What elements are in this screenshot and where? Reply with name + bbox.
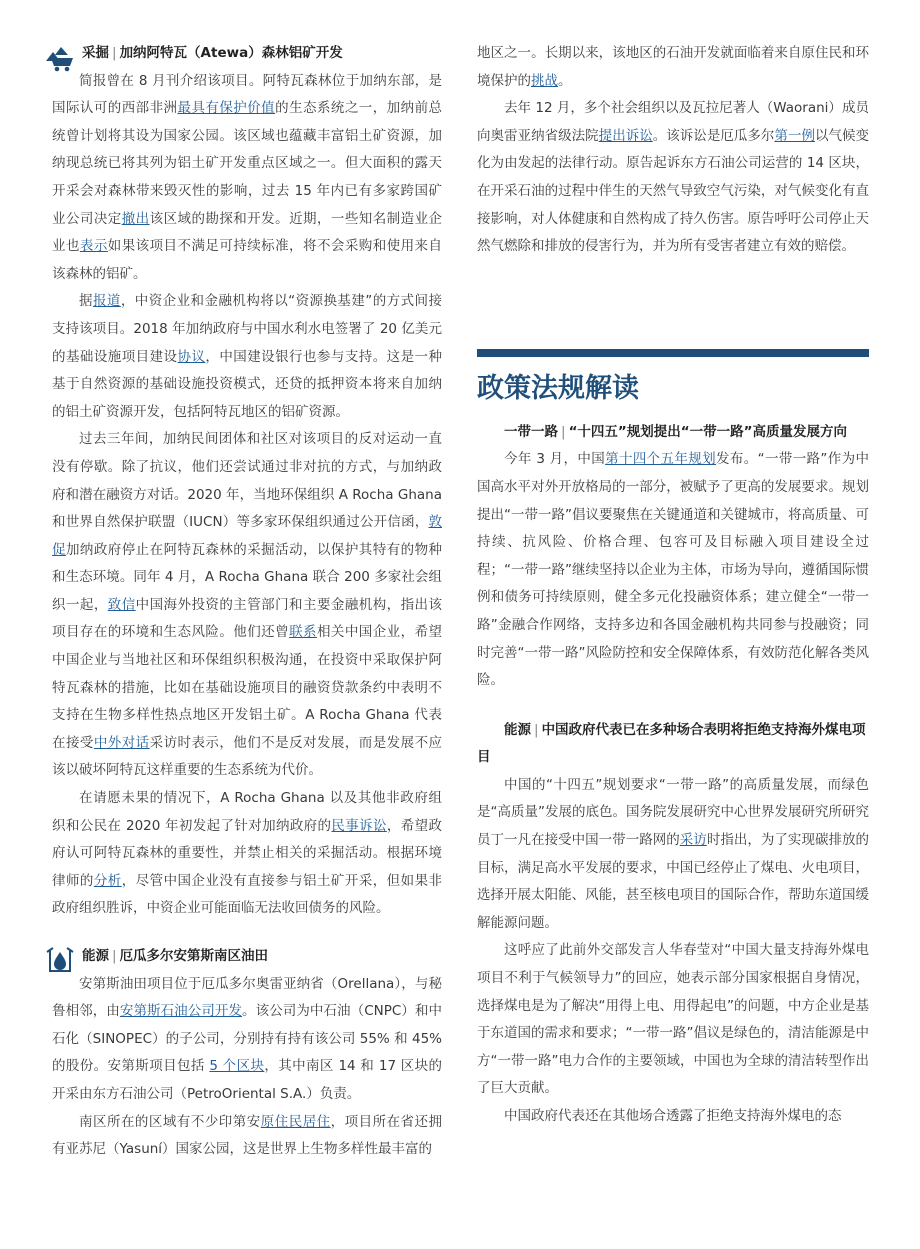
section-tag: 采掘	[82, 45, 109, 61]
section-heading-atewa: 采掘 | 加纳阿特瓦（Atewa）森林铝矿开发	[52, 40, 442, 68]
link-andes-petroleum[interactable]: 安第斯石油公司开发	[119, 1003, 243, 1020]
link-state[interactable]: 表示	[79, 238, 108, 255]
link-withdraw[interactable]: 撤出	[121, 210, 150, 227]
paragraph: 中国的“十四五”规划要求“一带一路”的高质量发展，而绿色是“高质量”发展的底色。国务院发展研究中心世界发展研究所研究员丁一凡在接受中国一带一路网的采访时指出，为了实现碳排放的目标，满足高水平发展的要求，中国已经停止了煤电、火电项目，选择开展太阳能、风能，甚至核电项目的国际合作，帮助东道国缓解能源问题。	[477, 776, 870, 931]
link-letter[interactable]: 致信	[107, 596, 136, 613]
paragraph: 中国政府代表还在其他场合透露了拒绝支持海外煤电的态	[504, 1108, 842, 1124]
section-title-policy: 政策法规解读	[477, 372, 639, 404]
section-tag: 能源	[82, 948, 109, 964]
section-title: 加纳阿特瓦（Atewa）森林铝矿开发	[119, 45, 343, 61]
link-report[interactable]: 报道	[92, 293, 121, 310]
link-agreement[interactable]: 协议	[177, 348, 206, 365]
link-first-case[interactable]: 第一例	[774, 127, 815, 144]
oil-drop-icon	[44, 944, 76, 976]
link-urge[interactable]: 敦促	[52, 514, 442, 558]
policy-heading-coal: 能源 | 中国政府代表已在多种场合表明将拒绝支持海外煤电项目	[477, 721, 866, 766]
link-highest-value[interactable]: 最具有保护价值	[177, 100, 276, 117]
paragraph: 南区所在的区域有不少印第安原住民居住，项目所在省还拥有亚苏尼（Yasuní）国家公园，这是世界上生物多样性最丰富的	[52, 1113, 443, 1158]
paragraph: 据报道，中资企业和金融机构将以“资源换基建”的方式间接支持该项目。2018 年加纳政府与中国水利水电签署了 20 亿美元的基础设施项目建设协议，中国建设银行也参与支持。这是一种基于自然资源的基础设施投资模式，还贷的抵押资本将来自加纳的铝土矿资源开发，包括阿特瓦地区的铝矿资源。	[52, 293, 443, 420]
mining-cart-icon	[44, 41, 76, 73]
link-contact[interactable]: 联系	[289, 624, 317, 641]
link-challenge[interactable]: 挑战	[531, 72, 558, 89]
paragraph: 这呼应了此前外交部发言人华春莹对“中国大量支持海外煤电项目不利于气候领导力”的回应，她表示部分国家根据自身情况，选择煤电是为了解决“用得上电、用得起电”的问题，中方企业是基于东道国的需求和要求；“一带一路”倡议是绿色的，清洁能源是中方“一带一路”电力合作的主要领域，中国也为全球的清洁转型作出了巨大贡献。	[477, 942, 869, 1097]
link-lawsuit[interactable]: 提出诉讼	[598, 127, 653, 144]
link-chinadialogue[interactable]: 中外对话	[93, 734, 150, 751]
link-analysis[interactable]: 分析	[93, 872, 122, 889]
left-column	[52, 40, 442, 1164]
paragraph: 简报曾在 8 月刊介绍该项目。阿特瓦森林位于加纳东部，是国际认可的西部非洲最具有保护价值的生态系统之一，加纳前总统曾计划将其设为国家公园。该区域也蕴藏丰富铝土矿资源，加纳现总统已将其列为铝土矿开发重点区域之一。但大面积的露天开采会对森林带来毁灭性的影响，过去 15 年内已有多家跨国矿业公司决定撤出该区域的勘探和开发。近期，一些知名制造业企业也表示如果该项目不满足可持续标准，将不会采购和使用来自该森林的铝矿。	[52, 72, 443, 282]
paragraph: 在请愿未果的情况下，A Rocha Ghana 以及其他非政府组织和公民在 2020 年初发起了针对加纳政府的民事诉讼，希望政府认可阿特瓦森林的重要性，并禁止相关的采掘活动。根据环境律师的分析，尽管中国企业没有直接参与铝土矿开采，但如果非政府组织胜诉，中资企业可能面临无法收回债务的风险。	[52, 790, 443, 917]
paragraph: 安第斯油田项目位于厄瓜多尔奥雷亚纳省（Orellana），与秘鲁相邻，由安第斯石油公司开发。该公司为中石油（CNPC）和中石化（SINOPEC）的子公司，分别持有持有该公司 55% 和 45% 的股份。安第斯项目包括 5 个区块，其中南区 14 和 17 区块的开采由东方石油公司（PetroOriental S.A.）负责。	[52, 975, 443, 1102]
link-five-blocks[interactable]: 5 个区块	[209, 1058, 265, 1075]
policy-heading-bri: 一带一路 | “十四五”规划提出“一带一路”高质量发展方向	[504, 423, 848, 440]
paragraph: 今年 3 月，中国第十四个五年规划发布。“一带一路”作为中国高水平对外开放格局的一部分，被赋予了更高的发展要求。规划提出“一带一路”倡议要聚焦在关键通道和关键城市，将高质量、可持续、抗风险、价格合理、包容可及目标融入项目建设全过程；“一带一路”继续坚持以企业为主体，市场为导向，遵循国际惯例和债务可持续原则，健全多元化投融资体系；建立健全“一带一路”金融合作网络，支持多边和各国金融机构共同参与投融资；同时完善“一带一路”风险防控和安全保障体系，有效防范化解各类风险。	[477, 451, 870, 689]
section-heading-ecuador: 能源 | 厄瓜多尔安第斯南区油田	[52, 943, 442, 971]
section-divider-bar	[477, 349, 869, 357]
paragraph: 过去三年间，加纳民间团体和社区对该项目的反对运动一直没有停歇。除了抗议，他们还尝试通过非对抗的方式，与加纳政府和潜在融资方对话。2020 年，当地环保组织 A Rocha Ghana 和世界自然保护联盟（IUCN）等多家环保组织通过公开信函，敦促加纳政府停止在阿特瓦森林的采掘活动，以保护其特有的物种和生态环境。同年 4 月，A Rocha Ghana 联合 200 多家社会组织一起，致信中国海外投资的主管部门和主要金融机构，指出该项目存在的环境和生态风险。他们还曾联系相关中国企业，希望中国企业与当地社区和环保组织积极沟通，在投资中采取保护阿特瓦森林的措施，比如在基础设施项目的融资贷款条约中表明不支持在生物多样性热点地区开发铝土矿。A Rocha Ghana 代表在接受中外对话采访时表示，他们不是反对发展，而是发展不应该以破坏阿特瓦这样重要的生态系统为代价。	[52, 431, 443, 779]
link-five-year-plan[interactable]: 第十四个五年规划	[605, 451, 717, 468]
paragraph: 去年 12 月，多个社会组织以及瓦拉尼著人（Waorani）成员向奥雷亚纳省级法院提出诉讼。该诉讼是厄瓜多尔第一例以气候变化为由发起的法律行动。原告起诉东方石油公司运营的 14 区块，在开采石油的过程中伴生的天然气导致空气污染，对气候变化有直接影响，对人体健康和自然构成了持久伤害。原告呼吁公司停止天然气燃除和排放的侵害行为，并为所有受害者建立有效的赔偿。	[477, 100, 870, 255]
link-indigenous[interactable]: 原住民居住	[260, 1113, 331, 1130]
right-column	[477, 40, 869, 1131]
section-title: 厄瓜多尔安第斯南区油田	[119, 948, 269, 964]
paragraph: 地区之一。长期以来，该地区的石油开发就面临着来自原住民和环境保护的挑战。	[477, 45, 869, 89]
link-interview[interactable]: 采访	[679, 832, 707, 849]
link-civil-suit[interactable]: 民事诉讼	[331, 817, 387, 834]
